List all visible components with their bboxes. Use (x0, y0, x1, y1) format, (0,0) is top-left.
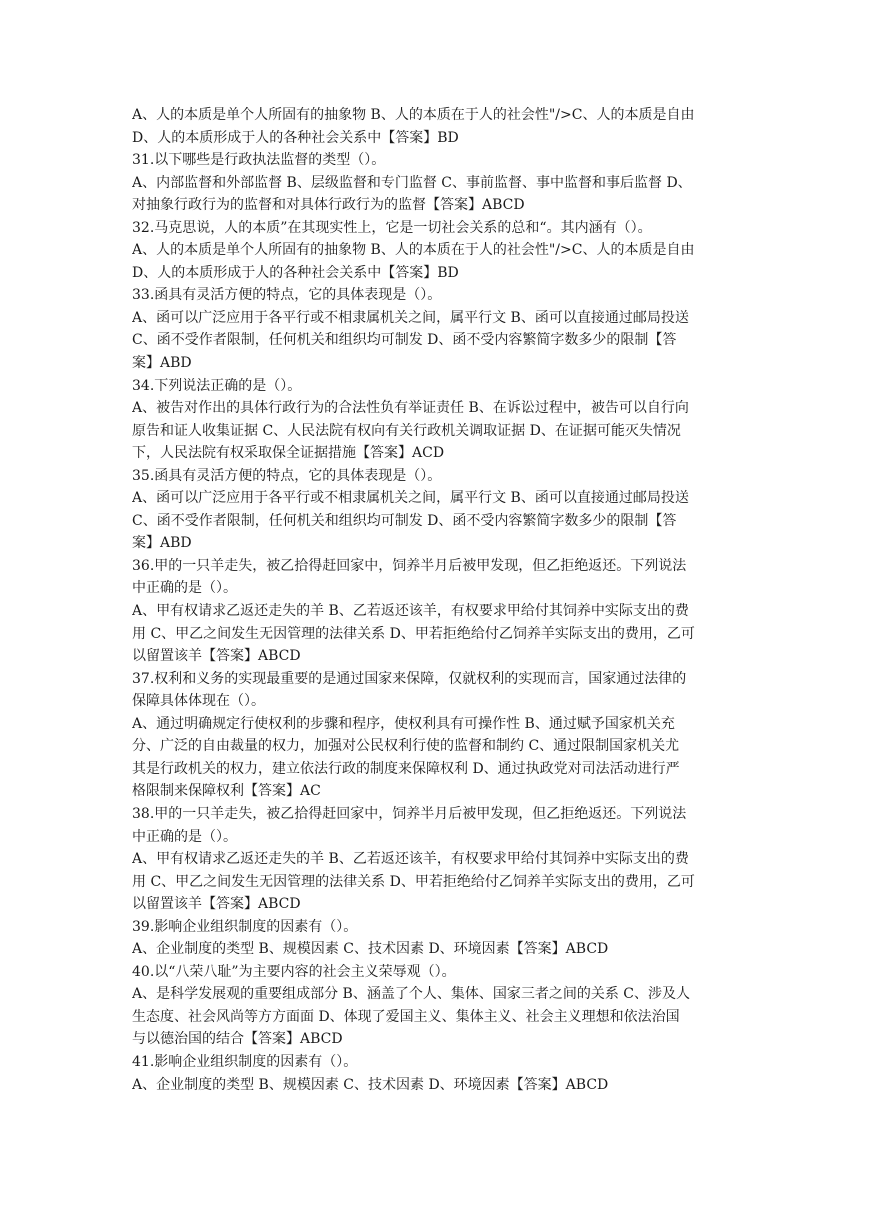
text-line: A、企业制度的类型 B、规模因素 C、技术因素 D、环境因素【答案】ABCD (132, 941, 609, 958)
text-line: A、企业制度的类型 B、规模因素 C、技术因素 D、环境因素【答案】ABCD (132, 1076, 609, 1093)
text-line: A、人的本质是单个人所固有的抽象物 B、人的本质在于人的社会性"/>C、人的本质是自由 (132, 107, 695, 123)
question-heading: 37.权利和义务的实现最重要的是通过国家来保障，仅就权利的实现而言，国家通过法律的 (132, 670, 687, 687)
text-line: 分、广泛的自由裁量的权力，加强对公民权利行使的监督和制约 C、通过限制国家机关尤 (132, 738, 680, 755)
question-heading: 38.甲的一只羊走失，被乙拾得赶回家中，饲养半月后被甲发现，但乙拒绝返还。下列说法 (132, 805, 687, 822)
question-heading: 35.函具有灵活方便的特点，它的具体表现是（）。 (132, 467, 442, 484)
text-line: C、函不受作者限制，任何机关和组织均可制发 D、函不受内容繁简字数多少的限制【答 (132, 332, 677, 349)
question-heading: 41.影响企业组织制度的因素有（）。 (132, 1053, 358, 1070)
question-heading: 39.影响企业组织制度的因素有（）。 (132, 918, 358, 935)
question-heading: 36.甲的一只羊走失，被乙拾得赶回家中，饲养半月后被甲发现，但乙拒绝返还。下列说法 (132, 557, 687, 574)
question-heading: 32.马克思说，人的本质”在其现实性上，它是一切社会关系的总和“。其内涵有（）。 (132, 219, 652, 236)
text-line: 其是行政机关的权力，建立依法行政的制度来保障权利 D、通过执政党对司法活动进行严 (132, 760, 680, 777)
text-line: A、内部监督和外部监督 B、层级监督和专门监督 C、事前监督、事中监督和事后监督 D、 (132, 174, 692, 191)
text-line: D、人的本质形成于人的各种社会关系中【答案】BD (132, 264, 459, 281)
text-line: 生态度、社会风尚等方方面面 D、体现了爱国主义、集体主义、社会主义理想和依法治国 (132, 1008, 680, 1025)
text-line: 以留置该羊【答案】ABCD (132, 648, 301, 665)
question-heading: 31.以下哪些是行政执法监督的类型（）。 (132, 152, 386, 169)
text-line: 用 C、甲乙之间发生无因管理的法律关系 D、甲若拒绝给付乙饲养羊实际支出的费用，乙可 (132, 625, 695, 642)
text-line: 案】ABD (132, 535, 192, 552)
text-line: 下，人民法院有权采取保全证据措施【答案】ACD (132, 445, 445, 462)
text-line: A、甲有权请求乙返还走失的羊 B、乙若返还该羊，有权要求甲给付其饲养中实际支出的费 (132, 603, 689, 620)
text-line: 原告和证人收集证据 C、人民法院有权向有关行政机关调取证据 D、在证据可能灭失情况 (132, 422, 681, 439)
text-line: A、被告对作出的具体行政行为的合法性负有举证责任 B、在诉讼过程中，被告可以自行向 (132, 400, 689, 417)
text-line: 中正确的是（）。 (132, 828, 237, 845)
text-line: A、通过明确规定行使权利的步骤和程序，使权利具有可操作性 B、通过赋予国家机关充 (132, 715, 675, 732)
text-line: A、函可以广泛应用于各平行或不相隶属机关之间，属平行文 B、函可以直接通过邮局投送 (132, 309, 689, 326)
text-line: C、函不受作者限制，任何机关和组织均可制发 D、函不受内容繁简字数多少的限制【答 (132, 512, 677, 529)
text-line: A、人的本质是单个人所固有的抽象物 B、人的本质在于人的社会性"/>C、人的本质是自由 (132, 242, 695, 259)
text-line: A、函可以广泛应用于各平行或不相隶属机关之间，属平行文 B、函可以直接通过邮局投送 (132, 490, 689, 507)
text-line: 案】ABD (132, 355, 192, 372)
text-line: 对抽象行政行为的监督和对具体行政行为的监督【答案】ABCD (132, 197, 525, 214)
question-heading: 33.函具有灵活方便的特点，它的具体表现是（）。 (132, 287, 442, 304)
question-heading: 40.以“八荣八耻”为主要内容的社会主义荣辱观（）。 (132, 963, 456, 980)
text-line: 以留置该羊【答案】ABCD (132, 896, 301, 913)
text-line: A、甲有权请求乙返还走失的羊 B、乙若返还该羊，有权要求甲给付其饲养中实际支出的费 (132, 851, 689, 868)
text-line: 保障具体体现在（）。 (132, 693, 265, 710)
question-heading: 34.下列说法正确的是（）。 (132, 377, 302, 394)
text-line: 用 C、甲乙之间发生无因管理的法律关系 D、甲若拒绝给付乙饲养羊实际支出的费用，乙可 (132, 873, 695, 890)
text-line: 格限制来保障权利【答案】AC (132, 783, 321, 800)
text-line: D、人的本质形成于人的各种社会关系中【答案】BD (132, 129, 459, 146)
text-line: 中正确的是（）。 (132, 580, 237, 597)
text-line: A、是科学发展观的重要组成部分 B、涵盖了个人、集体、国家三者之间的关系 C、涉及人 (132, 986, 691, 1003)
text-line: 与以德治国的结合【答案】ABCD (132, 1031, 343, 1048)
document-body (132, 104, 737, 1096)
